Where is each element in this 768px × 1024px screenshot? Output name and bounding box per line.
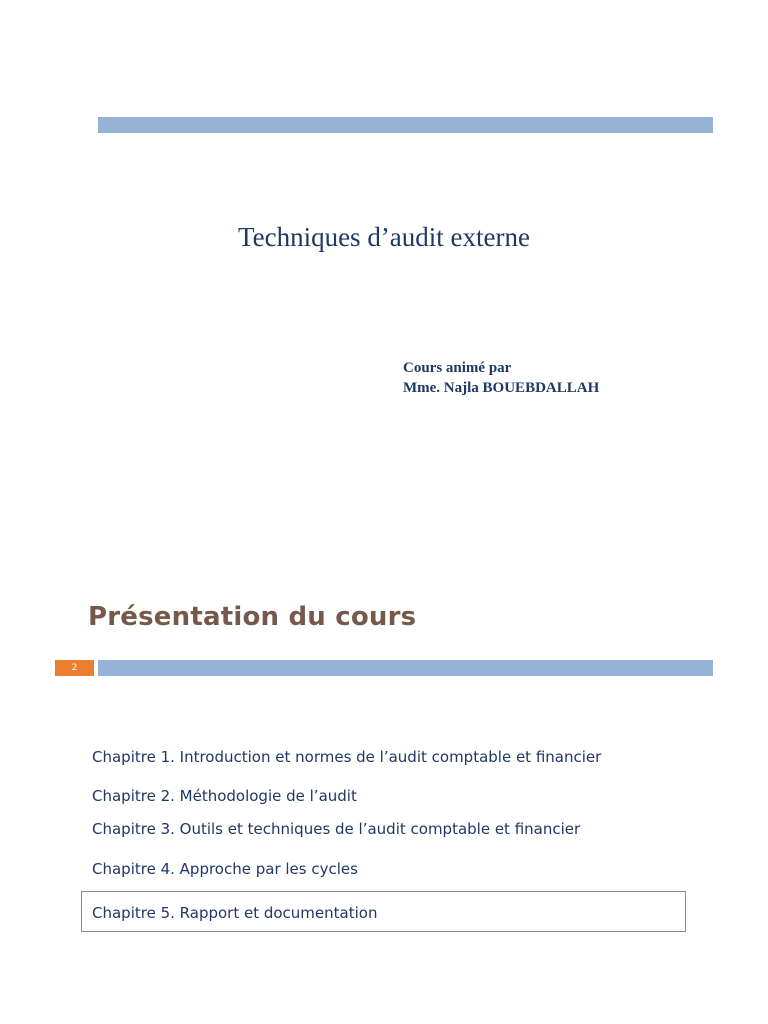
chapter-item-4: Chapitre 4. Approche par les cycles [92,860,358,878]
presenter-name: Mme. Najla BOUEBDALLAH [403,380,600,396]
presenter-label: Cours animé par [403,360,512,376]
chapter-item-2: Chapitre 2. Méthodologie de l’audit [92,787,357,805]
chapter-item-5: Chapitre 5. Rapport et documentation [92,904,378,922]
page-number-badge: 2 [55,660,94,676]
course-title: Techniques d’audit externe [238,222,530,252]
header-accent-bar [98,117,713,133]
overview-slide [0,540,768,1024]
presenter-block [403,358,599,398]
chapter-item-5-box [81,891,686,932]
chapter-item-3: Chapitre 3. Outils et techniques de l’audit comptable et financier [92,820,581,838]
slide-title: Présentation du cours [88,602,417,632]
chapter-item-1: Chapitre 1. Introduction et normes de l’audit comptable et financier [92,748,602,766]
header-accent-bar [98,660,713,676]
